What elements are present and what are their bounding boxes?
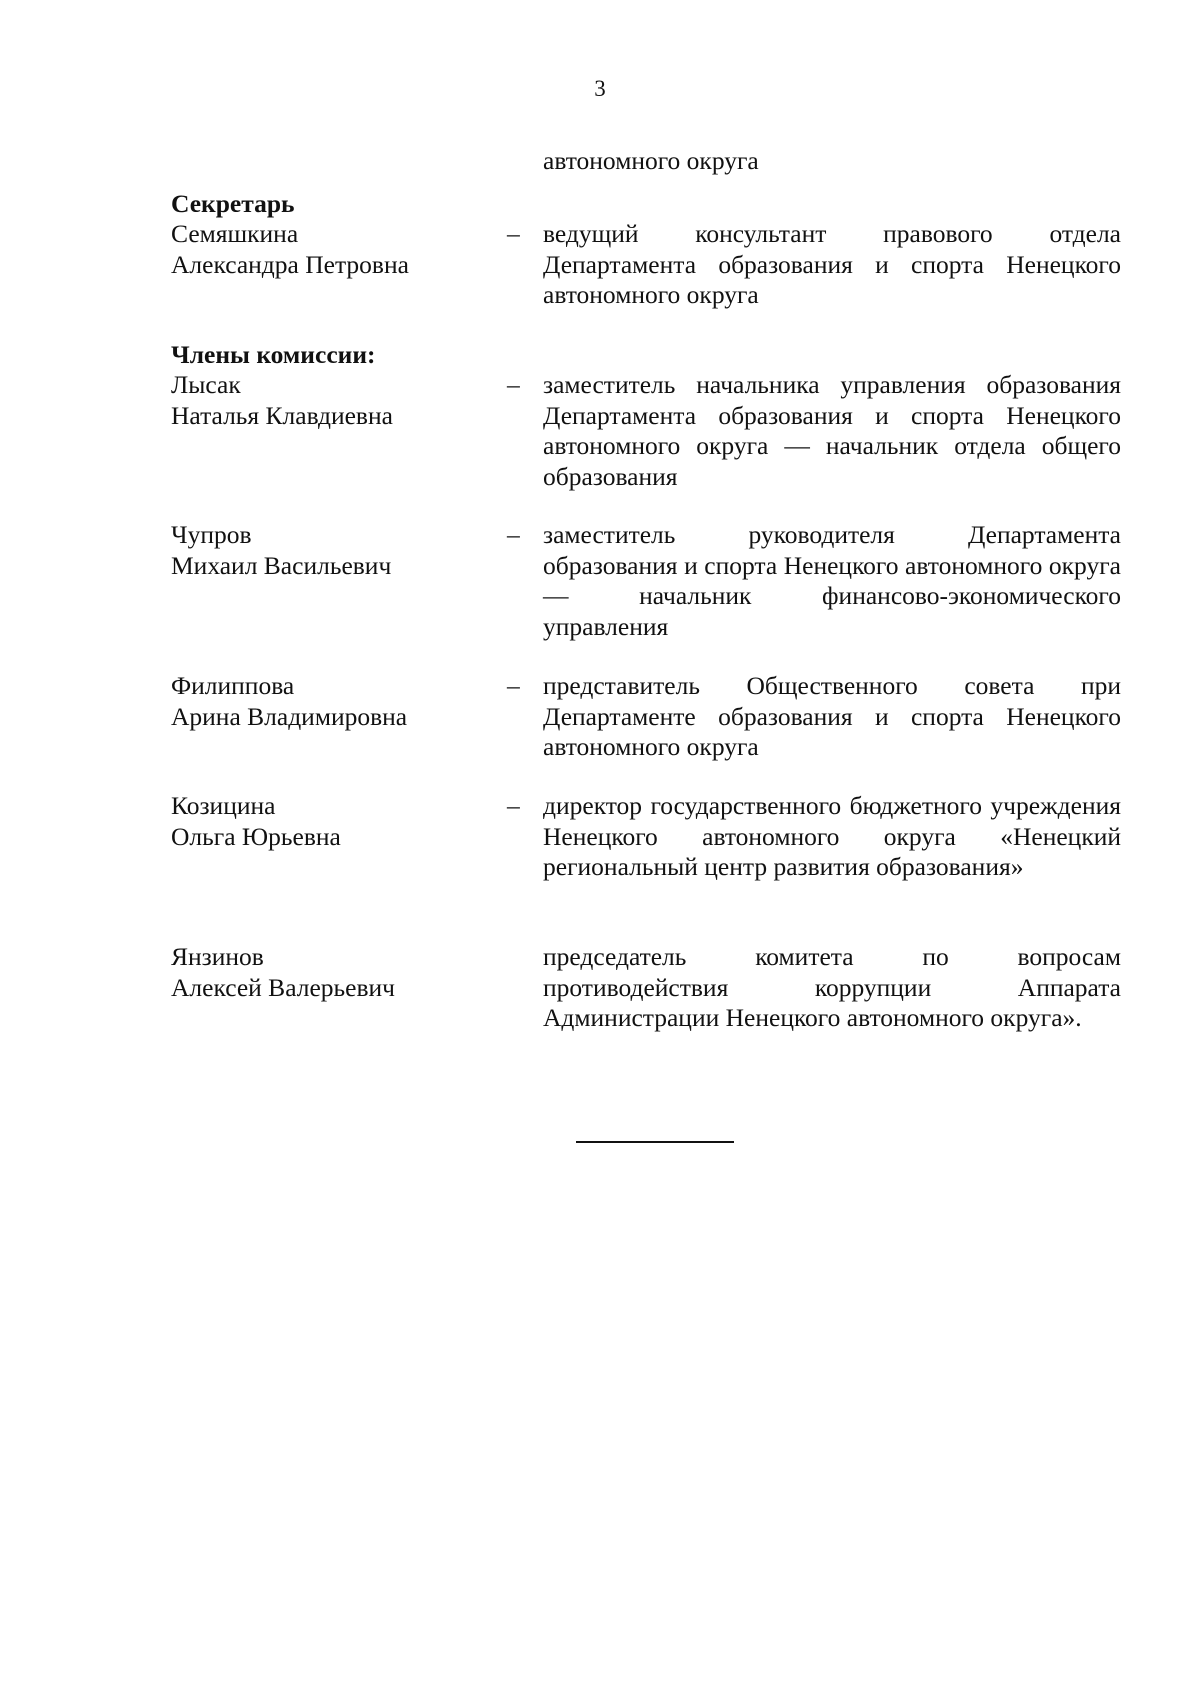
secretary-surname: Семяшкина (171, 219, 299, 248)
member-dash: – (507, 370, 520, 399)
name-column-empty (171, 146, 507, 177)
member-row (171, 370, 1121, 492)
member-dash: – (507, 520, 520, 549)
member-dash (507, 942, 543, 1034)
member-row (171, 791, 1121, 883)
member-row (171, 671, 1121, 763)
member-description: директор государственного бюджетного учреждения Ненецкого автономного округа «Ненецкий региональный центр развития образования» (543, 791, 1121, 881)
member-surname: Янзинов (171, 942, 264, 971)
secretary-name (171, 219, 507, 311)
member-name (171, 942, 507, 1034)
secretary-row (171, 219, 1121, 311)
member-description: председатель комитета по вопросам противодействия коррупции Аппарата Администрации Ненецкого автономного округа». (543, 942, 1121, 1032)
member-surname: Лысак (171, 370, 241, 399)
member-dash: – (507, 671, 520, 700)
member-name (171, 671, 507, 763)
member-description: представитель Общественного совета при Департаменте образования и спорта Ненецкого автономного округа (543, 671, 1121, 761)
continuation-row (171, 146, 1121, 177)
dash-column-empty (507, 146, 543, 177)
member-given-names: Ольга Юрьевна (171, 821, 341, 851)
secretary-dash: – (507, 219, 520, 248)
member-name (171, 791, 507, 883)
member-name (171, 520, 507, 642)
member-row (171, 942, 1121, 1034)
continuation-text: автономного округа (543, 146, 759, 175)
member-given-names: Наталья Клавдиевна (171, 400, 393, 430)
member-name (171, 370, 507, 492)
member-given-names: Михаил Васильевич (171, 550, 392, 580)
member-description: заместитель руководителя Департамента образования и спорта Ненецкого автономного округа — начальник финансово-экономического управления (543, 520, 1121, 641)
secretary-description: ведущий консультант правового отдела Департамента образования и спорта Ненецкого автономного округа (543, 219, 1121, 309)
member-surname: Филиппова (171, 671, 295, 700)
page-number: 3 (594, 76, 606, 101)
member-surname: Козицина (171, 791, 276, 820)
member-surname: Чупров (171, 520, 252, 549)
member-given-names: Алексей Валерьевич (171, 972, 395, 1002)
closing-divider (576, 1141, 734, 1143)
member-dash: – (507, 791, 520, 820)
member-description: заместитель начальника управления образования Департамента образования и спорта Ненецкого автономного округа — начальник отдела общего образования (543, 370, 1121, 491)
secretary-given-names: Александра Петровна (171, 249, 409, 279)
member-row (171, 520, 1121, 642)
member-given-names: Арина Владимировна (171, 701, 408, 731)
secretary-heading: Секретарь (171, 189, 295, 218)
members-heading: Члены комиссии: (171, 340, 376, 369)
